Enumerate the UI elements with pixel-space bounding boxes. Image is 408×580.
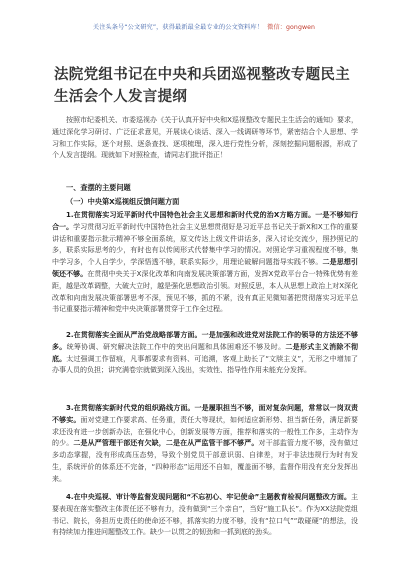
paragraph-3: [52, 403, 358, 486]
paragraph-4-body: 主要表现在落实整改主体责任还不够有力，没有做到“三个亲自”，当好“施工队长”。作为XX法院党组书记、院长，务担历史责任的使命还不够，抓落实的力度不够，没有“拉口气”“敢碰硬”的想法，没有持续加力推进问题整改工作。缺少一以贯之的韧劲和一抓到底的劲头。: [52, 493, 358, 537]
intro-paragraph: 按照市纪委机关、市委巡视办《关于认真开好中央和X巡视整改专题民主生活会的通知》要求，通过深化学习研讨、广泛征求意见，开展谈心谈话、深入一线调研等环节，紧密结合个人思想、学习和工作实际，逐个对照、逐条查找、逐项梳理，深入进行党性分析，深刻挖掘问题根源，形成了个人发言提纲。现就如下对照检查，请同志们批评指正！: [52, 116, 358, 160]
top-banner: [0, 22, 408, 31]
banner-contact: 微信：gongwen: [267, 24, 316, 31]
banner-text: 关注头条号“公文研究”，获得最新最全最专业的公文资料库！: [92, 24, 264, 31]
paragraph-3-body: 面对党建工作要求高、任务重，责任大等现状，如何适应新形势、担当新任务，满足新要求还没有进一步创新办法，在强化中心，创新发展等方面，推荐和落实的一般性工作多，主动作为的少。: [52, 415, 359, 448]
paragraph-2: [52, 330, 358, 377]
document-title: 法院党组书记在中央和兵团巡视整改专题民主生活会个人发言提纲: [54, 67, 350, 105]
paragraph-4-lead: 4.在中央巡视、审计等监督发现问题和“不忘初心、牢记使命”主题教育检视问题整改方面。: [66, 493, 351, 501]
subsection-heading-1: （一）中央第X巡视组反馈问题方面: [66, 197, 180, 206]
paragraph-1-body: 学习贯彻习近平新时代中国特色社会主义思想贯彻好是习近平总书记关于新X和X工作的重要讲话和重要指示批示精神不够全面系统，原文传达上级文件讲话多，深入讨论交流少，照抄照记的多，联系实际思考的少，有时也有以传阅形式代替集中学习的情况。对照论学习重视程度不够，集中学习多，个人自学少，学深悟透不够，联系实际少，用理论破解问题指导实践不够。: [52, 222, 358, 267]
paragraph-1: [52, 210, 358, 316]
paragraph-1-point-2: 二是思想引领还不够。: [52, 258, 359, 278]
paragraph-1-point-2-body: 在贯彻中央关于X深化改革和向南发展决策部署方面，发挥X党政平台合一特殊优势有差距，越是改革调整，大破大立时，越是强化思想政治引领。对照反思，本人从思想上政治上对X深化改革和向南发展决策部署思考不深，预见不够，抓的不紧，没有真正见微知著把贯彻落实习近平总书记重要指示精神和党中央决策部署贯穿于工作全过程。: [52, 269, 358, 314]
paragraph-3-lead: 3.在贯彻落实新时代党的组织路线方面。一是履职担当不够，面对复杂问题，常常以一岗双责不够实。: [52, 404, 358, 424]
paragraph-2-point-2-body: 太过强调工作留痕，凡事都要求有资料、可追溯，客观上助长了“文牍主义”，无形之中增加了办事人员的负担；讲究满卷宗就做到深入浅出，实效性、指导性作用未能充分发挥。: [52, 354, 359, 375]
paragraph-1-lead: 1.在贯彻落实习近平新时代中国特色社会主义思想和新时代党的治X方略方面。一是不够知行合一。: [52, 211, 358, 231]
paragraph-2-lead: 2.在贯彻落实全面从严治党战略部署方面。一是加强和改进党对法院工作的领导的方法还不够多。: [52, 331, 358, 351]
paragraph-2-body: 统筹协调、研究解决法院工作中的突出问题和具体困难还不够及时。: [66, 342, 286, 351]
paragraph-2-point-2: 二是形式主义消除不彻底。: [52, 342, 359, 363]
paragraph-3-point-2-body: 对干部监管力度不够，没有做过多动态掌握，没有形成高压态势，导致个别党员干部意识弱、自律差，对于非法违规行为时有发生，系统评价的体系还不完备，“四种形态”运用还不自如，覆盖面不够，监督作用没有充分发挥出来。: [52, 439, 359, 483]
paragraph-4: [52, 492, 358, 539]
section-heading-1: 一、查摆的主要问题: [66, 183, 131, 192]
paragraph-3-point-2: 二是从严管理干部还有欠缺，二是在从严监管干部不够严。: [73, 439, 259, 448]
